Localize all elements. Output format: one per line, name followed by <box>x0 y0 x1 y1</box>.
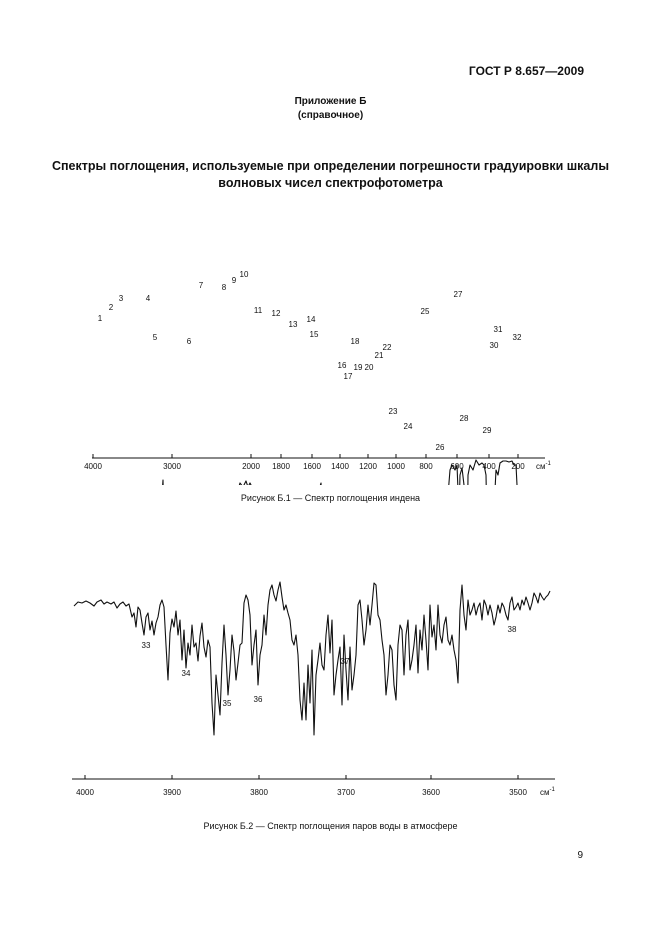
indene-tick-label: 1600 <box>303 462 321 471</box>
peak-label: 32 <box>512 333 522 342</box>
peak-label: 23 <box>388 407 398 416</box>
peak-label: 28 <box>459 414 469 423</box>
peak-label: 8 <box>221 283 227 292</box>
peak-label: 6 <box>186 337 192 346</box>
peak-label: 1 <box>97 314 103 323</box>
peak-label: 20 <box>364 363 374 372</box>
peak-label: 13 <box>288 320 298 329</box>
standard-number: ГОСТ Р 8.657—2009 <box>468 64 584 78</box>
peak-label: 34 <box>181 669 191 678</box>
peak-label: 16 <box>337 361 347 370</box>
indene-spectrum-figure <box>0 225 661 485</box>
indene-tick-label: 4000 <box>84 462 102 471</box>
indene-tick-marks <box>93 454 518 458</box>
peak-label: 7 <box>198 281 204 290</box>
indene-tick-label: 3000 <box>163 462 181 471</box>
peak-label: 22 <box>382 343 392 352</box>
peak-label: 30 <box>489 341 499 350</box>
indene-tick-label: 600 <box>450 462 464 471</box>
indene-tick-label: 1400 <box>331 462 349 471</box>
peak-label: 2 <box>108 303 114 312</box>
water-vapor-tick-label: 3900 <box>163 788 181 797</box>
section-title-line2: волновых чисел спектрофотометра <box>218 176 443 190</box>
peak-label: 31 <box>493 325 503 334</box>
peak-label: 37 <box>340 657 350 666</box>
appendix-type: (справочное) <box>297 110 364 121</box>
section-title-line1: Спектры поглощения, используемые при определении погрешности градуировки шкалы <box>51 159 609 173</box>
water-vapor-unit-text: см <box>540 788 550 797</box>
indene-unit-text: см <box>536 462 546 471</box>
peak-label: 29 <box>482 426 492 435</box>
indene-tick-label: 1200 <box>359 462 377 471</box>
indene-tick-label: 800 <box>419 462 433 471</box>
peak-label: 25 <box>420 307 430 316</box>
indene-tick-label: 1000 <box>387 462 405 471</box>
water-vapor-tick-label: 4000 <box>76 788 94 797</box>
peak-label: 26 <box>435 443 445 452</box>
peak-label: 5 <box>152 333 158 342</box>
indene-tick-labels <box>84 461 551 471</box>
peak-label: 27 <box>453 290 463 299</box>
indene-tick-label: 2000 <box>242 462 260 471</box>
peak-label: 17 <box>343 372 353 381</box>
water-vapor-tick-label: 3700 <box>337 788 355 797</box>
peak-label: 15 <box>309 330 319 339</box>
water-vapor-tick-marks <box>85 775 518 779</box>
section-title <box>0 158 661 192</box>
water-vapor-spectrum-figure <box>0 575 661 805</box>
peak-label: 14 <box>306 315 316 324</box>
peak-label: 35 <box>222 699 232 708</box>
peak-label: 38 <box>507 625 517 634</box>
indene-tick-label: 400 <box>482 462 496 471</box>
indene-peak-labels <box>98 270 522 452</box>
peak-label: 11 <box>253 306 263 315</box>
figure2-caption: Рисунок Б.2 — Спектр поглощения паров воды в атмосфере <box>203 821 458 831</box>
peak-label: 24 <box>403 422 413 431</box>
indene-tick-label: 200 <box>511 462 525 471</box>
appendix-title: Приложение Б <box>294 96 367 107</box>
water-vapor-unit-exponent: -1 <box>549 787 555 793</box>
peak-label: 9 <box>231 276 237 285</box>
figure1-caption: Рисунок Б.1 — Спектр поглощения индена <box>240 493 421 503</box>
water-vapor-spectrum-curve <box>74 582 550 735</box>
peak-label: 18 <box>350 337 360 346</box>
water-vapor-tick-label: 3800 <box>250 788 268 797</box>
indene-unit-exponent: -1 <box>545 461 551 467</box>
peak-label: 10 <box>239 270 249 279</box>
water-vapor-unit <box>540 787 555 797</box>
peak-label: 21 <box>374 351 384 360</box>
peak-label: 4 <box>145 294 151 303</box>
peak-label: 3 <box>118 294 124 303</box>
indene-unit <box>536 461 551 471</box>
peak-label: 33 <box>141 641 151 650</box>
peak-label: 19 <box>353 363 363 372</box>
page-number: 9 <box>577 850 583 861</box>
water-vapor-tick-label: 3600 <box>422 788 440 797</box>
water-vapor-tick-label: 3500 <box>509 788 527 797</box>
water-vapor-tick-labels <box>76 787 555 797</box>
indene-tick-label: 1800 <box>272 462 290 471</box>
appendix-heading <box>0 95 661 123</box>
peak-label: 12 <box>271 309 281 318</box>
peak-label: 36 <box>253 695 263 704</box>
